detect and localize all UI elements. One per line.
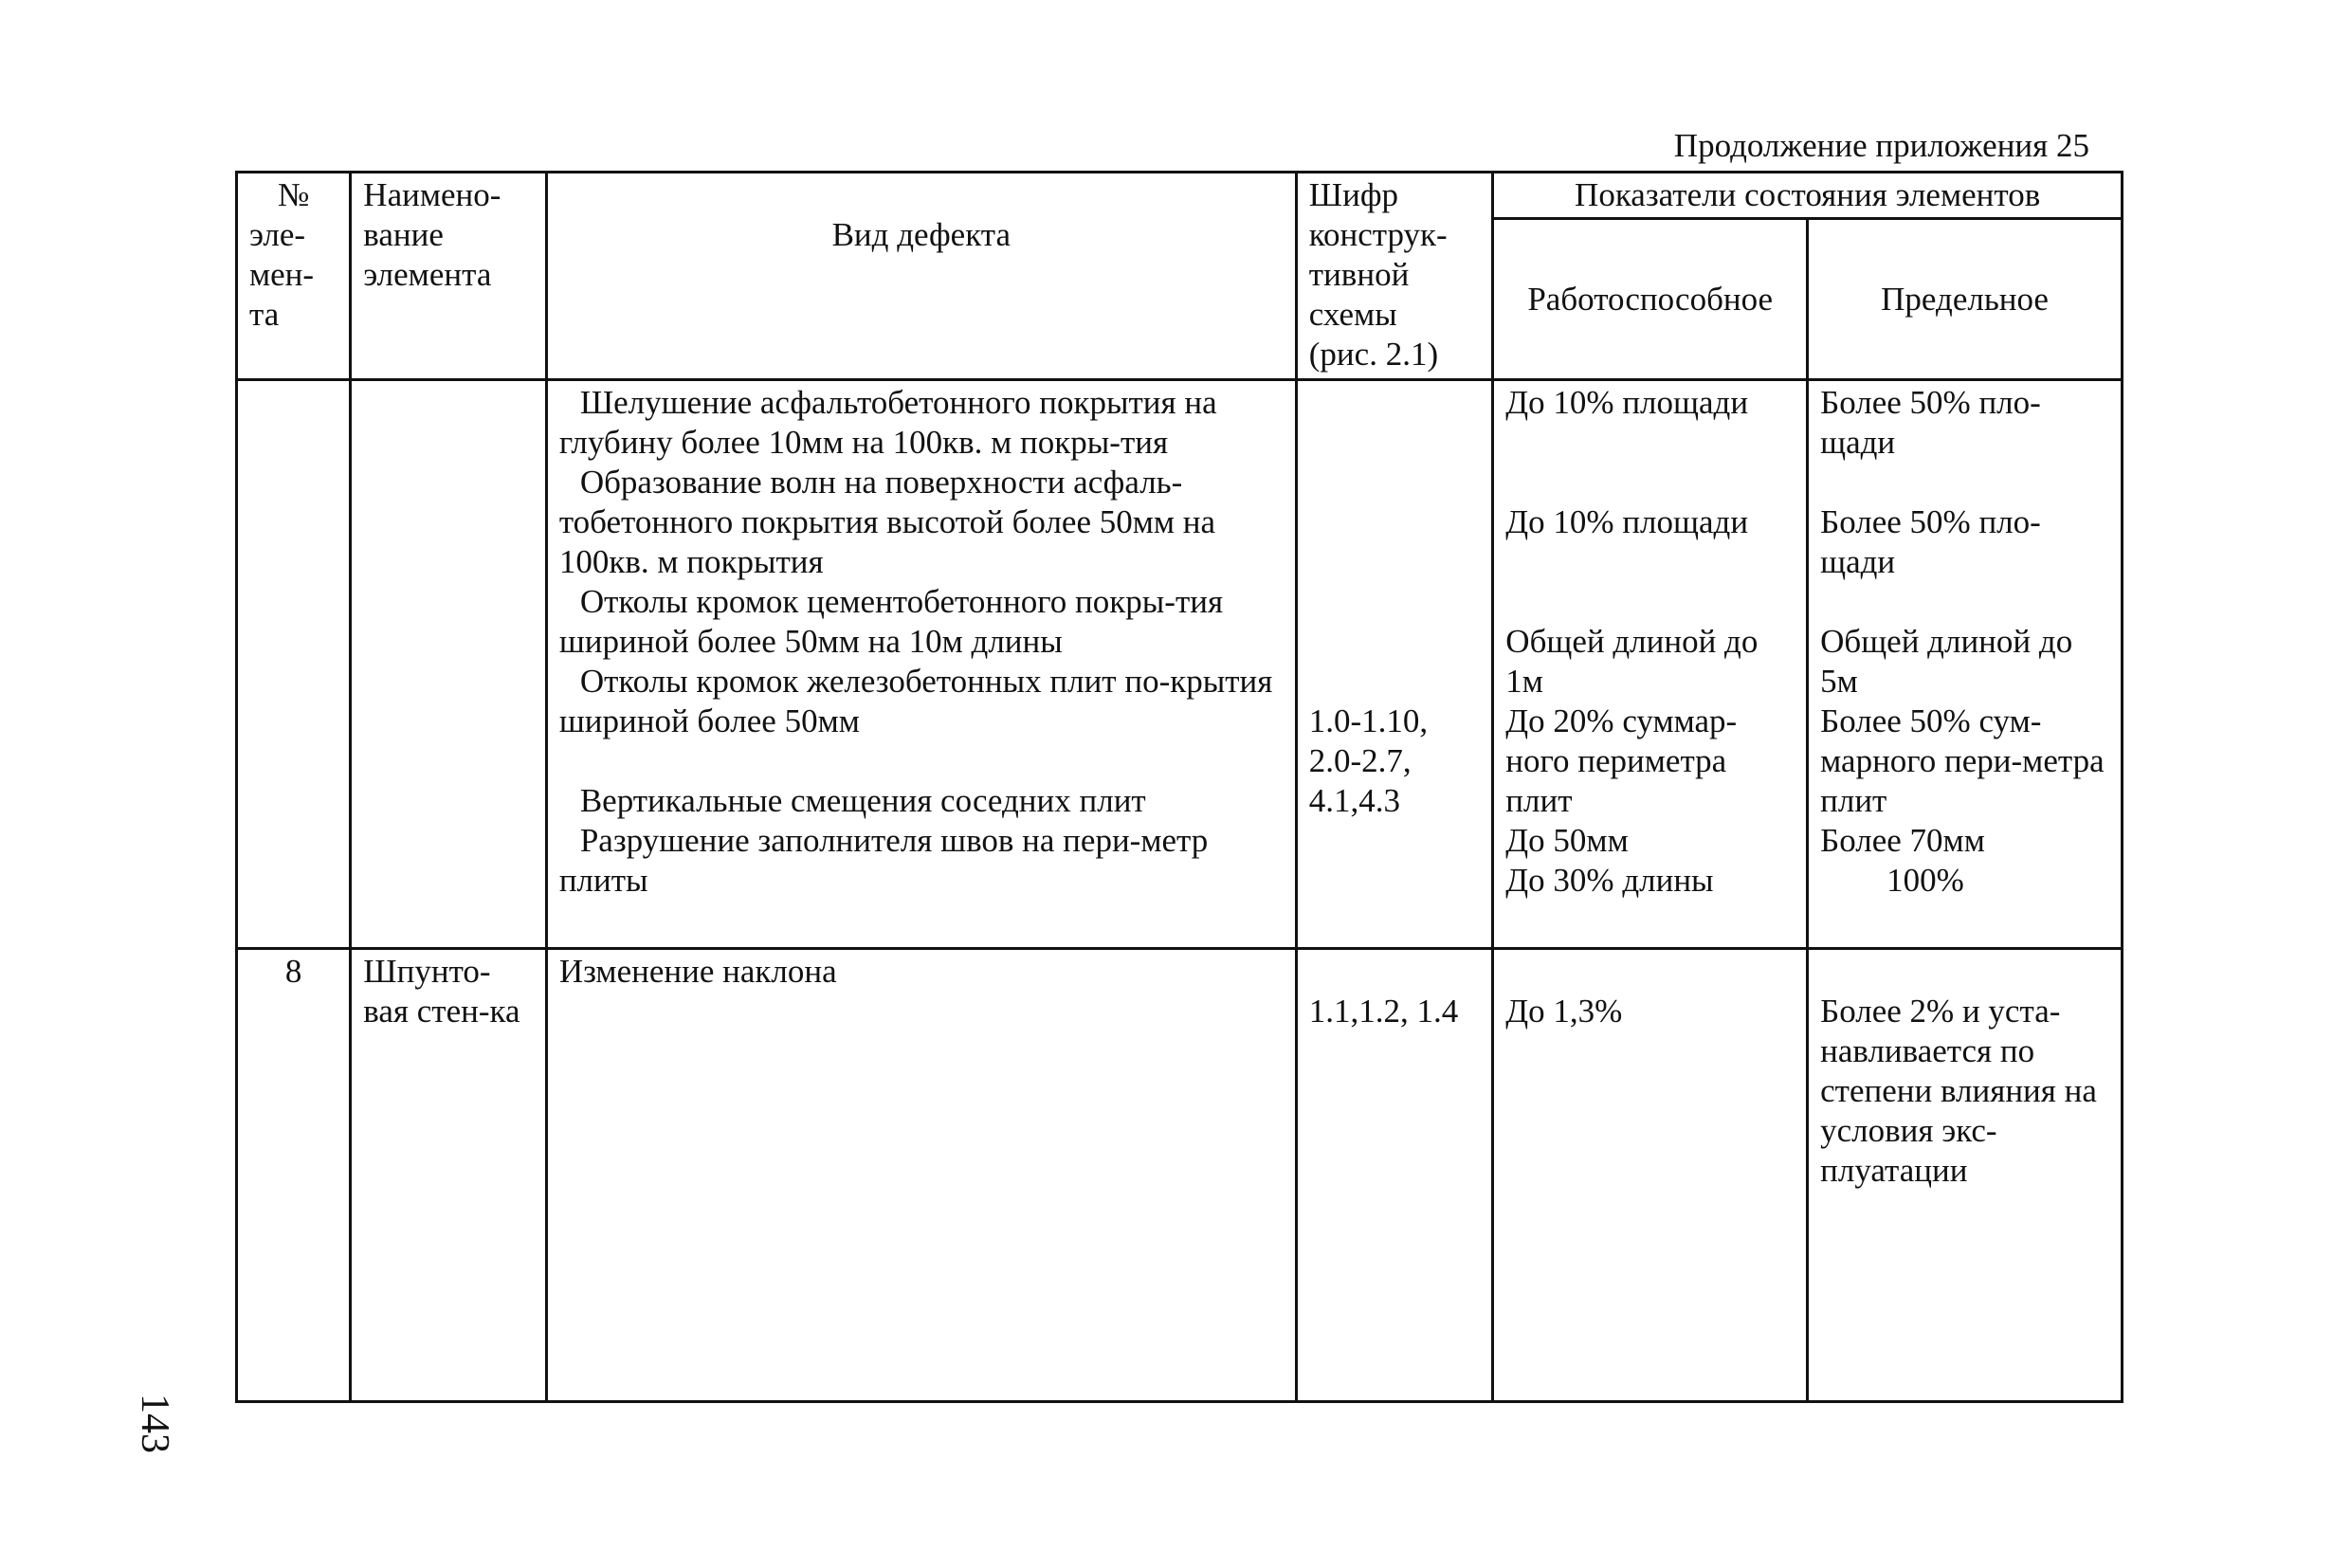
header-no-line: № bbox=[277, 176, 310, 213]
defect-item: Образование волн на поверхности асфаль-тобетонного покрытия высотой более 50мм на 100кв. м покрытия bbox=[558, 464, 1216, 580]
limit-value: Более 50% пло-щади bbox=[1820, 384, 2041, 461]
cell-element-name bbox=[351, 949, 547, 1402]
cell-working bbox=[1493, 949, 1808, 1402]
element-number: 8 bbox=[284, 953, 302, 990]
table-row bbox=[237, 949, 2123, 1402]
cell-limit bbox=[1808, 380, 2123, 949]
header-row-1 bbox=[237, 173, 2123, 219]
header-working bbox=[1493, 219, 1808, 380]
cell-defects bbox=[546, 380, 1296, 949]
cell-defects bbox=[546, 949, 1296, 1402]
header-no-line: мен- bbox=[249, 256, 315, 293]
header-code-line: схемы bbox=[1308, 296, 1397, 333]
working-value: До 30% длины bbox=[1505, 862, 1714, 899]
defect-item: Разрушение заполнителя швов на пери-метр плиты bbox=[558, 822, 1209, 899]
cell-working bbox=[1493, 380, 1808, 949]
working-value: До 10% площади bbox=[1505, 503, 1749, 540]
header-working-label: Работоспособное bbox=[1527, 280, 1774, 318]
working-value: До 1,3% bbox=[1505, 993, 1623, 1030]
header-code-line: конструк- bbox=[1308, 216, 1448, 253]
header-name-line: элемента bbox=[363, 256, 492, 293]
cell-scheme-code bbox=[1296, 949, 1493, 1402]
cell-element-no bbox=[237, 949, 351, 1402]
limit-value: 100% bbox=[1886, 862, 1964, 899]
header-no-line: эле- bbox=[249, 216, 306, 253]
cell-element-name bbox=[351, 380, 547, 949]
element-name: Шпунто-вая стен-ка bbox=[363, 953, 520, 1030]
header-group-label: Показатели состояния элементов bbox=[1575, 176, 2041, 213]
limit-value: Более 50% пло-щади bbox=[1820, 503, 2041, 580]
header-code-line: Шифр bbox=[1308, 176, 1398, 213]
header-condition-group bbox=[1493, 173, 2123, 219]
working-value: До 10% площади bbox=[1505, 384, 1749, 421]
defect-item: Вертикальные смещения соседних плит bbox=[579, 782, 1146, 819]
header-name-line: вание bbox=[363, 216, 444, 253]
cell-scheme-code bbox=[1296, 380, 1493, 949]
header-code-line: тивной bbox=[1308, 256, 1410, 293]
scheme-code: 1.0-1.10, 2.0-2.7, 4.1,4.3 bbox=[1308, 702, 1429, 819]
header-scheme-code bbox=[1296, 173, 1493, 380]
working-value: Общей длиной до 1м bbox=[1505, 623, 1759, 700]
cell-limit bbox=[1808, 949, 2123, 1402]
header-code-line: (рис. 2.1) bbox=[1308, 336, 1439, 373]
cell-element-no bbox=[237, 380, 351, 949]
limit-value: Более 70мм bbox=[1820, 822, 1985, 859]
continuation-note: Продолжение приложения 25 bbox=[1673, 127, 2089, 164]
scheme-code: 1.1,1.2, 1.4 bbox=[1308, 993, 1459, 1030]
header-defect-type bbox=[546, 173, 1296, 380]
header-element-no bbox=[237, 173, 351, 380]
page-number: 143 bbox=[133, 1394, 176, 1453]
defect-item: Отколы кромок железобетонных плит по-крытия шириной более 50мм bbox=[558, 663, 1273, 739]
defect-item: Отколы кромок цементобетонного покры-тия шириной более 50мм на 10м длины bbox=[558, 583, 1224, 660]
limit-value: Более 50% сум-марного пери-метра плит bbox=[1820, 702, 2105, 819]
header-name-line: Наимено- bbox=[363, 176, 501, 213]
header-element-name bbox=[351, 173, 547, 380]
header-limit-label: Предельное bbox=[1881, 280, 2049, 318]
defects-table bbox=[235, 171, 2123, 1403]
working-value: До 50мм bbox=[1505, 822, 1629, 859]
defect-item: Шелушение асфальтобетонного покрытия на глубину более 10мм на 100кв. м покры-тия bbox=[558, 384, 1217, 461]
working-value: До 20% суммар-ного периметра плит bbox=[1505, 702, 1738, 819]
limit-value: Более 2% и уста-навливается по степени влияния на условия экс-плуатации bbox=[1820, 993, 2097, 1189]
limit-value: Общей длиной до 5м bbox=[1820, 623, 2073, 700]
header-no-line: та bbox=[249, 296, 280, 333]
header-defect-label: Вид дефекта bbox=[831, 216, 1011, 253]
table-row bbox=[237, 380, 2123, 949]
header-limit bbox=[1808, 219, 2123, 380]
defect-item: Изменение наклона bbox=[558, 953, 837, 990]
